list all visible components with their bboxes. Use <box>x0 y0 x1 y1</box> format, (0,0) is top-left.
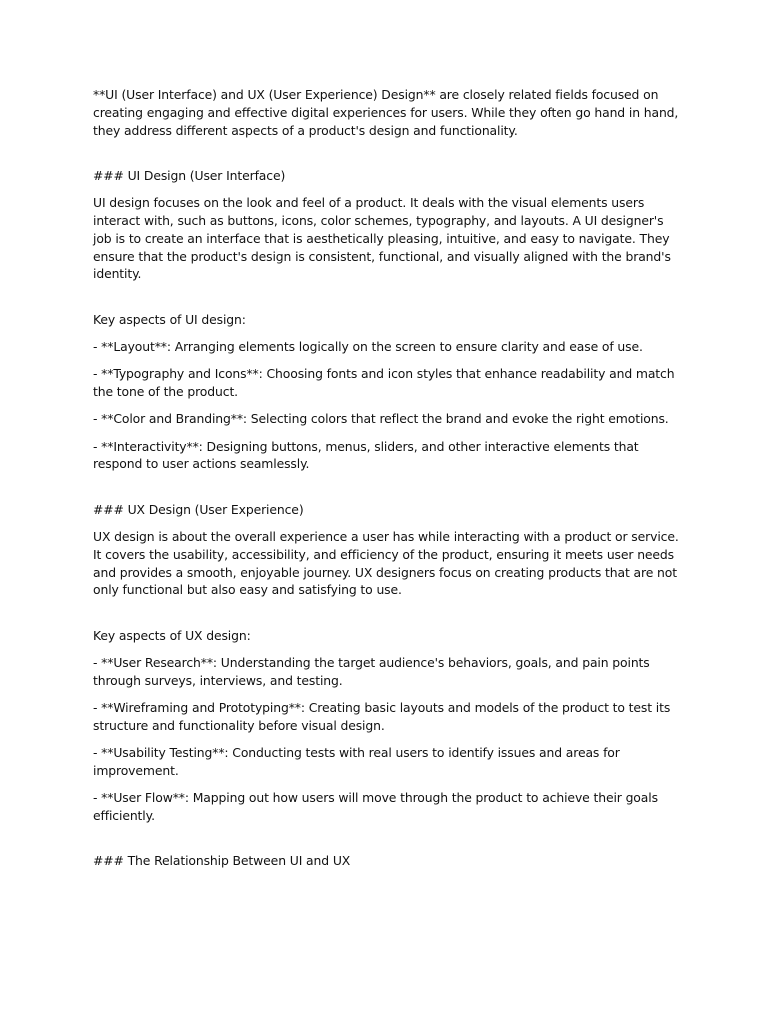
ui-design-heading: ### UI Design (User Interface) <box>93 167 286 183</box>
ui-list-item-typography: - **Typography and Icons**: Choosing fonts and icon styles that enhance readability and match the tone of the product. <box>93 366 675 400</box>
ux-list-item-research: - **User Research**: Understanding the target audience's behaviors, goals, and pain points through surveys, interviews, and testing. <box>93 655 650 688</box>
ux-list-item-user-flow: - **User Flow**: Mapping out how users will move through the product to achieve their goals efficiently. <box>93 790 658 824</box>
ux-design-heading: ### UX Design (User Experience) <box>93 501 304 517</box>
relationship-heading: ### The Relationship Between UI and UX <box>93 853 351 869</box>
ux-key-aspects-label: Key aspects of UX design: <box>93 627 251 643</box>
ux-design-paragraph: UX design is about the overall experience a user has while interacting with a product or service. It covers the usability, accessibility, and efficiency of the product, ensuring it meets user needs and provides a smooth, enjoyable journey. UX designers focus on creating products that are not only functional but also easy and satisfying to use. <box>93 529 679 598</box>
intro-paragraph: **UI (User Interface) and UX (User Experience) Design** are closely related fields focused on creating engaging and effective digital experiences for users. While they often go hand in hand, they address different aspects of a product's design and functionality. <box>93 87 679 138</box>
ui-key-aspects-label: Key aspects of UI design: <box>93 311 246 327</box>
ui-list-item-layout: - **Layout**: Arranging elements logically on the screen to ensure clarity and ease of use. <box>93 338 643 354</box>
document-body <box>93 86 681 870</box>
ui-list-item-interactivity: - **Interactivity**: Designing buttons, menus, sliders, and other interactive elements that respond to user actions seamlessly. <box>93 438 639 472</box>
ui-design-paragraph: UI design focuses on the look and feel of a product. It deals with the visual elements users interact with, such as buttons, icons, color schemes, typography, and layouts. A UI designer's job is to create an interface that is aesthetically pleasing, intuitive, and easy to navigate. They ensure that the product's design is consistent, functional, and visually aligned with the brand's identity. <box>93 195 671 282</box>
ux-list-item-usability: - **Usability Testing**: Conducting tests with real users to identify issues and areas for improvement. <box>93 745 620 779</box>
ux-list-item-wireframing: - **Wireframing and Prototyping**: Creating basic layouts and models of the product to test its structure and functionality before visual design. <box>93 700 671 733</box>
ui-list-item-color: - **Color and Branding**: Selecting colors that reflect the brand and evoke the right emotions. <box>93 411 669 427</box>
